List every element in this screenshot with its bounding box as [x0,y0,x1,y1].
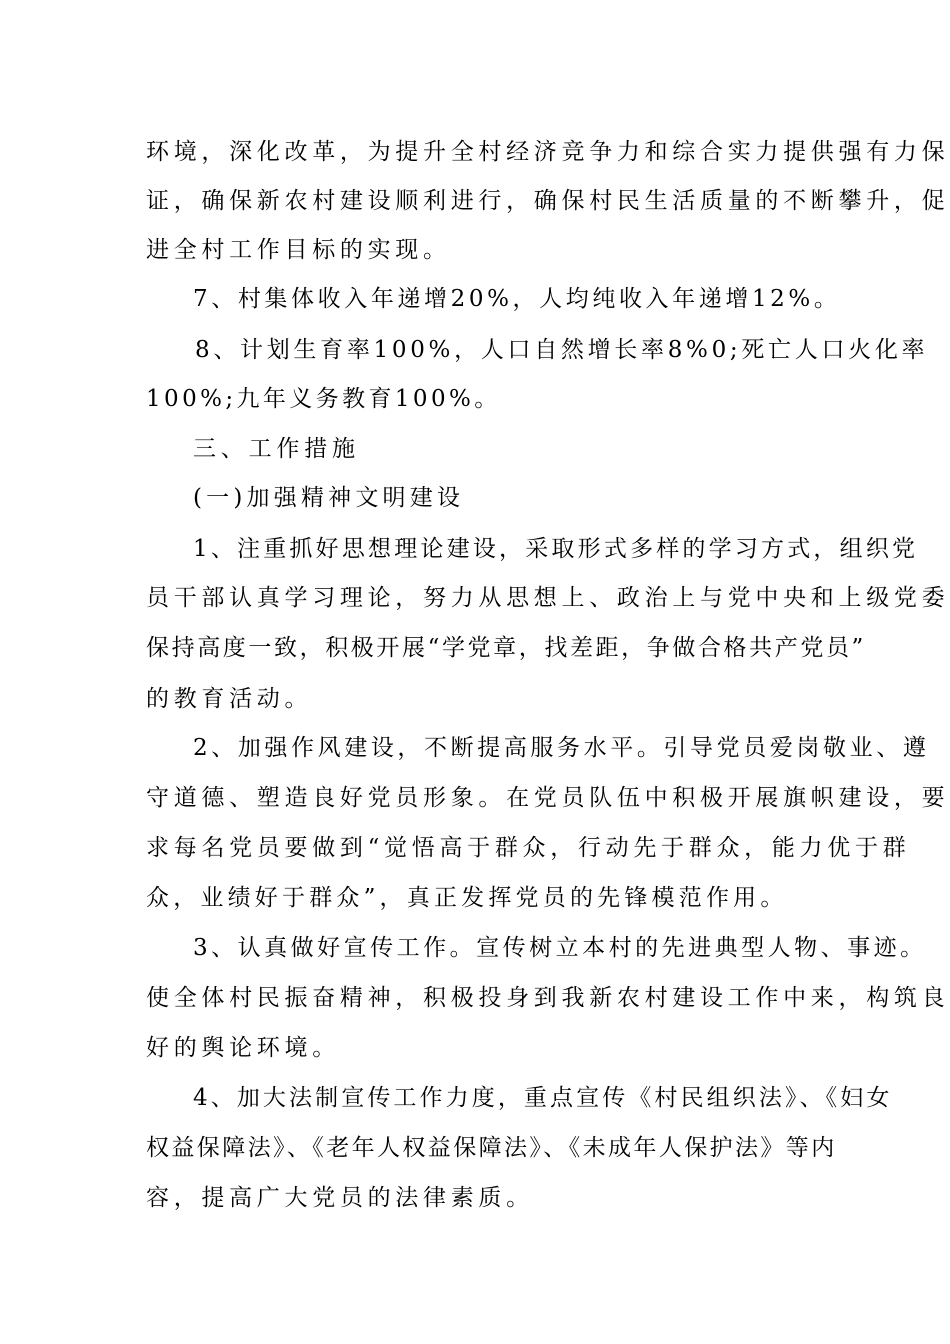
section-heading [0,429,950,469]
heading-text: (一)加强精神文明建设 [193,485,465,511]
line-text: 8、计划生育率100%，人口自然增长率8%0;死亡人口火化率 [195,337,929,363]
paragraph-line [0,230,950,270]
line-text: 1、注重抓好思想理论建设，采取形式多样的学习方式，组织党 [193,536,919,562]
line-text: 守道德、塑造良好党员形象。在党员队伍中积极开展旗帜建设，要 [146,785,950,811]
paragraph-line [0,828,950,868]
line-text: 进全村工作目标的实现。 [146,237,451,263]
line-text: 权益保障法》、《老年人权益保障法》、《未成年人保护法》等内 [146,1135,837,1161]
list-item-8 [0,330,950,370]
paragraph-line [0,978,950,1018]
paragraph-line [0,878,950,918]
line-text: 100%;九年义务教育100%。 [146,386,501,412]
line-text: 3、认真做好宣传工作。宣传树立本村的先进典型人物、事迹。 [193,935,927,961]
list-item-2 [0,728,950,768]
subsection-heading [0,478,950,518]
heading-text: 三、工作措施 [193,436,360,462]
paragraph-line [0,778,950,818]
line-text: 好的舆论环境。 [146,1035,340,1061]
paragraph-line [0,679,950,719]
line-text: 使全体村民振奋精神，积极投身到我新农村建设工作中来，构筑良 [146,985,950,1011]
paragraph-line [0,1178,950,1218]
paragraph-line [0,181,950,221]
paragraph-line [0,132,950,172]
line-text: 证，确保新农村建设顺利进行，确保村民生活质量的不断攀升，促 [146,188,950,214]
paragraph-line [0,1128,950,1168]
list-item-1 [0,529,950,569]
line-text: 7、村集体收入年递增20%，人均纯收入年递增12%。 [193,286,841,312]
line-text: 容，提高广大党员的法律素质。 [146,1185,534,1211]
line-text: 员干部认真学习理论，努力从思想上、政治上与党中央和上级党委 [146,585,950,611]
paragraph-line [0,578,950,618]
line-text: 环境，深化改革，为提升全村经济竞争力和综合实力提供强有力保 [146,139,950,165]
line-text: 的教育活动。 [146,686,313,712]
line-text: 众，业绩好于群众”，真正发挥党员的先锋模范作用。 [146,885,788,911]
line-text: 保持高度一致，积极开展“学党章，找差距，争做合格共产党员” [146,635,866,661]
paragraph-line [0,379,950,419]
line-text: 2、加强作风建设，不断提高服务水平。引导党员爱岗敬业、遵 [193,735,930,761]
line-text: 4、加大法制宣传工作力度，重点宣传《村民组织法》、《妇女 [193,1085,893,1111]
paragraph-line [0,628,950,668]
list-item-7 [0,279,950,319]
line-text: 求每名党员要做到“觉悟高于群众，行动先于群众，能力优于群 [146,835,911,861]
list-item-4 [0,1078,950,1118]
paragraph-line [0,1028,950,1068]
list-item-3 [0,928,950,968]
